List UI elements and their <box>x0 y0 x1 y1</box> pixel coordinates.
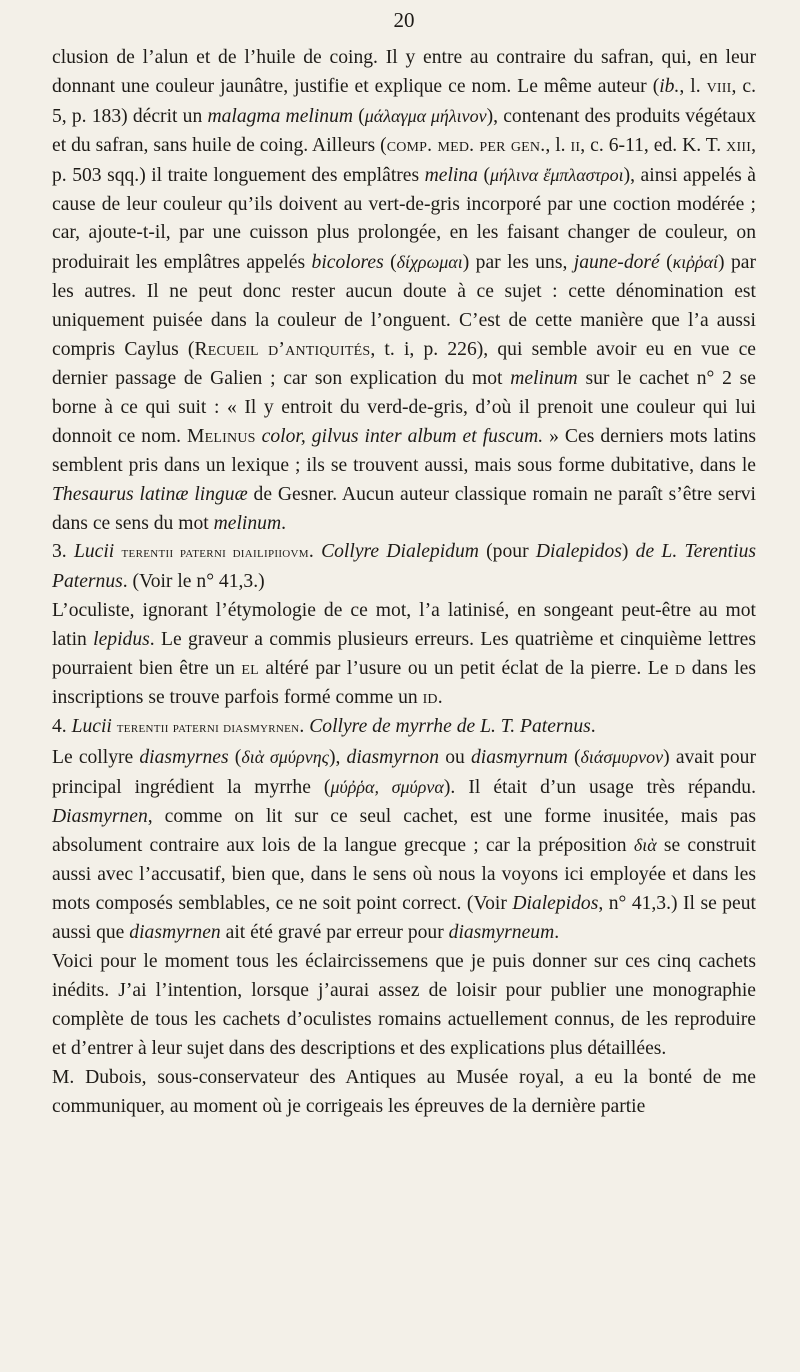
text-run: ( <box>477 164 490 186</box>
text-run: ait été gravé par erreur pour <box>220 922 449 944</box>
body-text <box>52 44 756 1122</box>
page-number: 20 <box>393 8 415 32</box>
text-run: ou <box>439 746 471 768</box>
text-run: melinum <box>510 367 578 389</box>
text-run: Voici pour le moment tous les éclaircissemens que je puis donner sur ces cinq cachets inédits. J’ai l’intention, lorsque j’aurai assez de loisir pour publier une monographie complète de tous les cachets d’oculistes romains actuellement connus, de les reproduire et d’entrer à leur sujet dans des descriptions et des explications plus détaillées. <box>52 951 756 1059</box>
paragraph <box>52 538 756 597</box>
text-run: terentii paterni diasmyrnen <box>116 719 300 736</box>
text-run: ii <box>570 134 581 156</box>
text-run: , c. 5, p. 183) décrit un <box>52 75 756 127</box>
paragraph <box>52 948 756 1064</box>
text-run: 4. <box>52 715 72 737</box>
text-run: μάλαγμα μήλινον <box>364 105 487 126</box>
text-run: ). Il était d’un usage très répandu. <box>443 776 756 798</box>
paragraph <box>52 713 756 743</box>
text-run: ), contenant des produits végétaux et du safran, sans huile de coing. Ailleurs ( <box>52 105 757 156</box>
text-run: . <box>308 541 322 563</box>
text-run: διὰ <box>633 835 657 856</box>
text-run: diasmyrnum <box>470 746 568 768</box>
paragraph <box>52 1064 756 1122</box>
text-run: sur le cachet n° 2 se borne à ce qui suit : « Il y entroit du verd-de-gris, d’où il prenoit une couleur qui lui donnoit ce nom. <box>52 367 756 447</box>
text-run: ) <box>621 541 636 563</box>
text-run: diasmyrneum <box>448 922 555 944</box>
text-run: malagma melinum <box>207 105 354 127</box>
text-run: ( <box>228 746 242 768</box>
text-run: diasmyrnen <box>129 922 221 944</box>
text-run: διάσμυρνον <box>580 746 664 767</box>
text-run: altéré par l’usure ou un petit éclat de la pierre. Le <box>258 658 675 680</box>
text-run: , n° 41,3.) Il se peut aussi que <box>52 893 756 944</box>
text-run: Dialepidos <box>512 893 599 915</box>
text-run: Collyre de myrrhe de L. T. Paternus <box>309 715 591 737</box>
text-run: μήλινα ἔμπλαστροι <box>489 164 624 185</box>
text-run: diasmyrnon <box>346 746 440 768</box>
text-run: . <box>437 686 443 708</box>
text-run: , c. 6-11, ed. K. T. <box>580 134 727 156</box>
text-run <box>114 541 121 562</box>
text-run: , l. <box>545 134 571 156</box>
text-run: ( <box>567 746 581 768</box>
text-run: Recueil d’antiquités <box>194 339 371 361</box>
text-run: diasmyrnes <box>139 746 229 768</box>
text-run: , comme on lit sur ce seul cachet, est une forme inusitée, mais pas absolument contraire aux lois de la langue grecque ; car la préposition <box>52 805 756 857</box>
text-run: , t. i, p. 226), qui semble avoir eu en vue ce dernier passage de Galien ; car son explication du mot <box>52 339 757 389</box>
text-run: . <box>554 922 560 944</box>
text-run: ) par les uns, <box>462 252 574 274</box>
text-run: Lucii <box>73 541 115 563</box>
text-run: clusion de l’alun et de l’huile de coing. Il y entre au contraire du safran, qui, en leur donnant une couleur jaunâtre, justifie et explique ce nom. Le même auteur ( <box>52 47 756 97</box>
text-run: M. Dubois, sous-conservateur des Antiques au Musée royal, a eu la bonté de me communiquer, au moment où je corrigeais les épreuves de la dernière partie <box>52 1066 756 1117</box>
text-run: μύῤῥα, σμύρνα <box>330 776 444 797</box>
text-run: Dialepidos <box>535 541 622 563</box>
text-run: ( <box>383 252 397 274</box>
text-run: Collyre Dialepidum <box>321 541 479 563</box>
text-run: ), <box>328 746 347 768</box>
text-run: ( <box>659 252 673 274</box>
text-run: dans les inscriptions se trouve parfois formé comme un <box>52 658 756 708</box>
paragraph <box>52 743 756 948</box>
text-run: . Le graveur a commis plusieurs erreurs. Les quatrième et cinquième lettres pourraient bien être un <box>52 629 756 680</box>
text-run: comp. med. per gen. <box>386 134 546 156</box>
text-run: . <box>281 512 287 534</box>
text-run: Le collyre <box>52 746 140 768</box>
text-run: terentii paterni diailipiiovm <box>121 545 309 562</box>
text-run: Diasmyrnen <box>52 805 148 827</box>
text-run: id <box>422 686 438 708</box>
text-run: (pour <box>478 541 536 563</box>
text-run: ) par les autres. Il ne peut donc rester aucun doute à ce sujet : cette dénomination est uniquement puisée dans la couleur de l’onguent. C’est de cette manière que l’a aussi compris Caylus ( <box>52 252 756 361</box>
text-run: ib. <box>659 75 680 97</box>
text-run: el <box>241 658 259 680</box>
text-run: ( <box>353 105 365 127</box>
text-run: » Ces derniers mots latins semblent pris dans un lexique ; ils se trouvent aussi, mais sous forme dubitative, dans le <box>52 425 757 476</box>
text-run: bicolores <box>311 252 384 274</box>
paragraph <box>52 597 756 713</box>
paragraph <box>52 44 756 538</box>
text-run: διὰ σμύρνης <box>241 746 329 767</box>
text-run: de L. Terentius Paternus <box>52 541 756 593</box>
text-run: δίχρωμαι <box>396 252 463 273</box>
text-run: viii <box>706 75 732 97</box>
text-run: d <box>674 658 686 680</box>
text-run: 3. <box>52 541 74 563</box>
text-run: xiii <box>726 134 752 156</box>
text-run: Thesaurus latinæ linguæ <box>52 483 248 505</box>
text-run: κιῤῥαί <box>672 252 719 273</box>
text-run: , l. <box>679 75 707 97</box>
text-run: se construit aussi avec l’accusatif, bien que, dans le sens où nous la voyons ici employée et dans les mots composés semblables, ce ne soit point correct. (Voir <box>52 835 757 915</box>
text-run: ), ainsi appelés à cause de leur couleur qu’ils doivent au vert-de-gris incorporé par une coction modérée ; car, ajoute-t-il, par une cuisson plus prolongée, en les faisant changer de couleur, on produirait les emplâtres appelés <box>52 164 757 274</box>
text-run: , p. 503 sqq.) il traite longuement des emplâtres <box>52 134 756 186</box>
text-run: . (Voir le n° 41,3.) <box>122 571 265 593</box>
text-run: ) avait pour principal ingrédient la myrrhe ( <box>52 746 756 798</box>
text-run: . <box>299 715 310 737</box>
text-run: jaune-doré <box>573 252 660 274</box>
text-run: Melinus <box>187 425 256 447</box>
text-run: de Gesner. Aucun auteur classique romain ne paraît s’être servi dans ce sens du mot <box>52 483 757 534</box>
text-run: color, gilvus inter album et fuscum. <box>261 425 544 447</box>
text-run: Lucii <box>71 715 112 737</box>
text-run: melina <box>424 164 478 186</box>
text-run: . <box>590 715 596 737</box>
text-run: lepidus <box>93 629 150 651</box>
text-run: L’oculiste, ignorant l’étymologie de ce mot, l’a latinisé, en songeant peut-être au mot latin <box>52 600 756 651</box>
text-run: melinum <box>213 512 282 534</box>
